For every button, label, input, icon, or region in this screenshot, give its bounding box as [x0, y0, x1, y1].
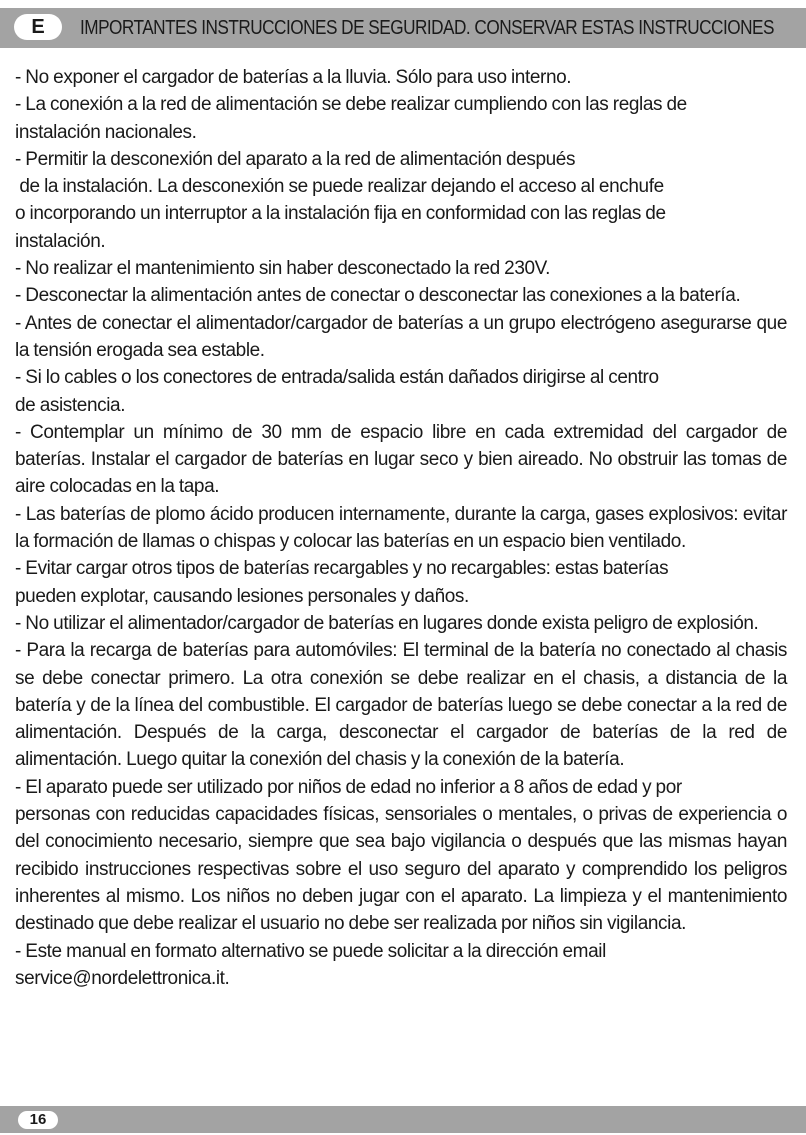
- safety-instructions: [15, 64, 787, 992]
- footer-bar: [0, 1106, 806, 1133]
- instruction-line: instalación nacionales.: [15, 121, 197, 143]
- instruction-line: - El aparato puede ser utilizado por niños de edad no inferior a 8 años de edad y por: [15, 776, 682, 798]
- instruction-paragraph: [15, 774, 787, 801]
- instruction-line: de asistencia.: [15, 394, 126, 416]
- instruction-line: o incorporando un interruptor a la instalación fija en conformidad con las reglas de: [15, 203, 666, 225]
- instruction-paragraph: [15, 146, 787, 255]
- instruction-line: - Permitir la desconexión del aparato a la red de alimentación después: [15, 148, 576, 170]
- instruction-paragraph: personas con reducidas capacidades físicas, sensoriales o mentales, o privas de experiencia o del conocimiento necesario, siempre que sea bajo vigilancia o después que las mismas hayan recibido instrucciones respectivas sobre el uso seguro del aparato y comprendido los peligros inherentes al mismo. Los niños no deben jugar con el aparato. La limpieza y el mantenimiento destinado que debe realizar el usuario no debe ser realizada por niños sin vigilancia.: [15, 804, 787, 935]
- instruction-line: de la instalación. La desconexión se puede realizar dejando el acceso al enchufe: [15, 176, 664, 198]
- page-title: IMPORTANTES INSTRUCCIONES DE SEGURIDAD. CONSERVAR ESTAS INSTRUCCIONES: [80, 17, 774, 39]
- instruction-line: - Evitar cargar otros tipos de baterías recargables y no recargables: estas baterías: [15, 558, 669, 580]
- instruction-line: - Desconectar la alimentación antes de conectar o desconectar las conexiones a la batería.: [15, 285, 741, 307]
- instruction-paragraph: [15, 255, 787, 282]
- instruction-paragraph: - No utilizar el alimentador/cargador de baterías en lugares donde exista peligro de explosión.: [15, 612, 759, 634]
- instruction-paragraph: - Para la recarga de baterías para automóviles: El terminal de la batería no conectado al chasis se debe conectar primero. La otra conexión se debe realizar en el chasis, a distancia de la batería y de la línea del combustible. El cargador de baterías luego se debe conectar a la red de alimentación. Después de la carga, desconectar el cargador de baterías de la red de alimentación. Luego quitar la conexión del chasis y la conexión de la batería.: [15, 640, 787, 771]
- page-number: 16: [18, 1111, 58, 1129]
- instruction-paragraph: [15, 938, 787, 993]
- instruction-line: service@nordelettronica.it.: [15, 967, 230, 989]
- instruction-paragraph: - Las baterías de plomo ácido producen internamente, durante la carga, gases explosivos: evitar la formación de llamas o chispas y colocar las baterías en un espacio bien ventilado.: [15, 503, 787, 553]
- instruction-line: instalación.: [15, 230, 106, 252]
- instruction-paragraph: [15, 64, 787, 91]
- instruction-line: - Este manual en formato alternativo se puede solicitar a la dirección email: [15, 940, 606, 962]
- instruction-line: - Si lo cables o los conectores de entrada/salida están dañados dirigirse al centro: [15, 367, 659, 389]
- instruction-paragraph: [15, 282, 787, 309]
- instruction-paragraph: [15, 364, 787, 419]
- instruction-paragraph: [15, 91, 787, 146]
- instruction-line: - No exponer el cargador de baterías a la lluvia. Sólo para uso interno.: [15, 67, 572, 88]
- instruction-line: pueden explotar, causando lesiones personales y daños.: [15, 585, 469, 607]
- language-badge: E: [14, 14, 62, 40]
- instruction-paragraph: - Contemplar un mínimo de 30 mm de espacio libre en cada extremidad del cargador de baterías. Instalar el cargador de baterías en lugar seco y bien aireado. No obstruir las tomas de aire colocadas en la tapa.: [15, 421, 787, 498]
- instruction-line: - La conexión a la red de alimentación se debe realizar cumpliendo con las reglas de: [15, 94, 687, 116]
- instruction-paragraph: [15, 555, 787, 610]
- instruction-paragraph: - Antes de conectar el alimentador/cargador de baterías a un grupo electrógeno asegurarse que la tensión erogada sea estable.: [15, 312, 787, 361]
- instruction-line: - No realizar el mantenimiento sin haber desconectado la red 230V.: [15, 258, 551, 280]
